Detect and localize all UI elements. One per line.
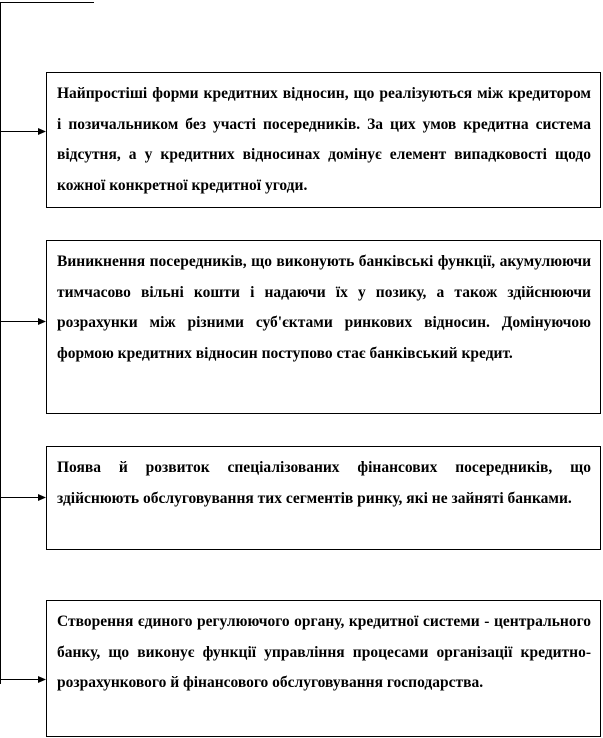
stage-box-1	[46, 72, 601, 208]
stage-text: Найпростіші форми кредитних відносин, що реалізуються між кредитором і позичальником без участі посередників. За цих умов кредитна система відсутня, а у кредитних відносинах домінує елемент випадковості щодо кожної конкретної кредитної угоди.	[57, 85, 591, 194]
arrow-right-icon	[0, 493, 46, 502]
arrow-right-icon	[0, 675, 46, 684]
vertical-spine-line	[0, 2, 1, 684]
arrow-right-icon	[0, 127, 46, 136]
stage-box-2	[46, 240, 601, 414]
stage-text: Поява й розвиток спеціалізованих фінансових посередників, що здійснюють обслуговування тих сегментів ринку, які не зайняті банками.	[57, 459, 591, 507]
stage-box-4	[46, 600, 601, 737]
arrow-right-icon	[0, 317, 46, 326]
stage-box-3	[46, 446, 601, 550]
stage-text: Виникнення посередників, що виконують банківські функції, акумулюючи тимчасово вільні кошти і надаючи їх у позику, а також здійснюючи розрахунки між різними суб'єктами ринкових відносин. Домінуючою формою кредитних відносин поступово стає банківський кредит.	[57, 253, 591, 362]
top-connector-line	[0, 2, 94, 3]
stage-text: Створення єдиного регулюючого органу, кредитної системи - центрального банку, що виконує функції управління процесами організації кредитно-розрахункового й фінансового обслуговування господарства.	[57, 613, 591, 691]
